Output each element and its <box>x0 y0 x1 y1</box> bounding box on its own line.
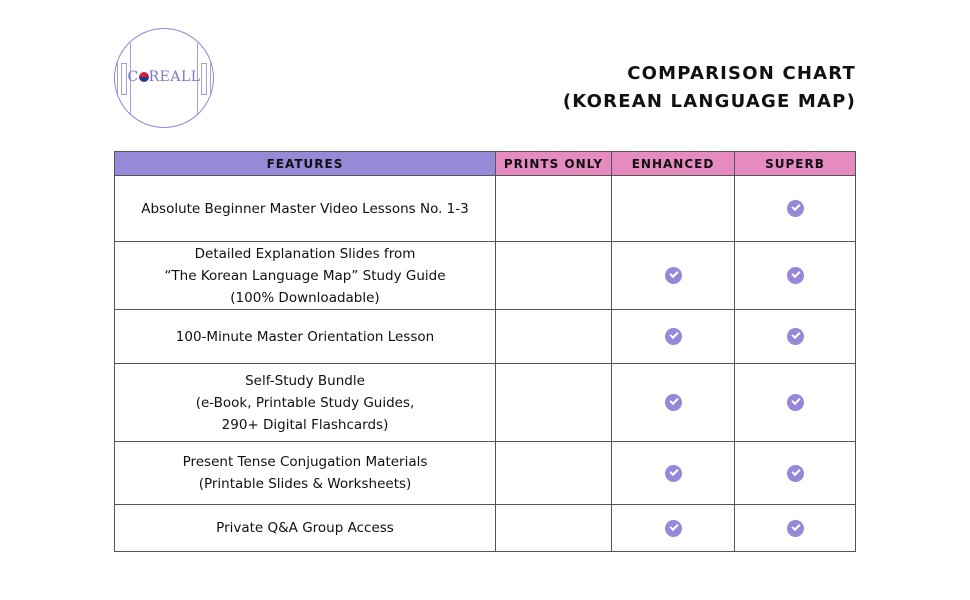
taegeuk-icon <box>139 72 149 82</box>
feature-name <box>115 364 496 442</box>
cell-enhanced <box>612 505 735 552</box>
cell-prints-only <box>496 364 612 442</box>
table-row <box>115 364 856 442</box>
cell-superb <box>735 242 856 310</box>
feature-line: “The Korean Language Map” Study Guide <box>164 267 446 284</box>
cell-prints-only <box>496 505 612 552</box>
title-line-2: (KOREAN LANGUAGE MAP) <box>562 91 856 112</box>
feature-name <box>115 242 496 310</box>
table-row <box>115 442 856 505</box>
cell-superb <box>735 442 856 505</box>
cell-enhanced <box>612 176 735 242</box>
cell-enhanced <box>612 242 735 310</box>
brand-wordmark: C REALL <box>127 69 201 85</box>
page-title <box>563 60 856 116</box>
check-circle-icon <box>665 328 682 345</box>
cell-prints-only <box>496 442 612 505</box>
comparison-table <box>114 151 856 552</box>
check-circle-icon <box>787 267 804 284</box>
feature-line: Private Q&A Group Access <box>216 520 394 536</box>
cell-superb <box>735 310 856 364</box>
check-circle-icon <box>665 520 682 537</box>
feature-line: Detailed Explanation Slides from <box>194 245 416 262</box>
coreall-logo <box>114 28 214 128</box>
table-row <box>115 310 856 364</box>
feature-line: 290+ Digital Flashcards) <box>221 416 389 433</box>
feature-line: 100-Minute Master Orientation Lesson <box>175 328 435 345</box>
feature-name <box>115 442 496 505</box>
cell-prints-only <box>496 310 612 364</box>
cell-superb <box>735 505 856 552</box>
header-superb: SUPERB <box>735 152 856 176</box>
header-prints-only: PRINTS ONLY <box>496 152 612 176</box>
cell-superb <box>735 176 856 242</box>
check-circle-icon <box>787 394 804 411</box>
cell-enhanced <box>612 310 735 364</box>
feature-line: Self-Study Bundle <box>245 372 365 389</box>
feature-line: (100% Downloadable) <box>230 289 380 306</box>
feature-line: Absolute Beginner Master Video Lessons No. 1-3 <box>141 200 469 217</box>
feature-name <box>115 176 496 242</box>
feature-line: (e-Book, Printable Study Guides, <box>195 394 415 411</box>
header-row <box>115 152 856 176</box>
cell-prints-only <box>496 176 612 242</box>
check-circle-icon <box>665 394 682 411</box>
cell-enhanced <box>612 442 735 505</box>
feature-name <box>115 310 496 364</box>
cell-enhanced <box>612 364 735 442</box>
title-line-1: COMPARISON CHART <box>627 63 856 84</box>
check-circle-icon <box>665 267 682 284</box>
check-circle-icon <box>665 465 682 482</box>
table-row <box>115 242 856 310</box>
cell-superb <box>735 364 856 442</box>
header-features: FEATURES <box>115 152 496 176</box>
check-circle-icon <box>787 200 804 217</box>
header-enhanced: ENHANCED <box>612 152 735 176</box>
table-row <box>115 505 856 552</box>
check-circle-icon <box>787 465 804 482</box>
feature-name <box>115 505 496 552</box>
table-row <box>115 176 856 242</box>
feature-line: Present Tense Conjugation Materials <box>182 454 428 470</box>
cell-prints-only <box>496 242 612 310</box>
check-circle-icon <box>787 520 804 537</box>
check-circle-icon <box>787 328 804 345</box>
feature-line: (Printable Slides & Worksheets) <box>198 476 412 492</box>
